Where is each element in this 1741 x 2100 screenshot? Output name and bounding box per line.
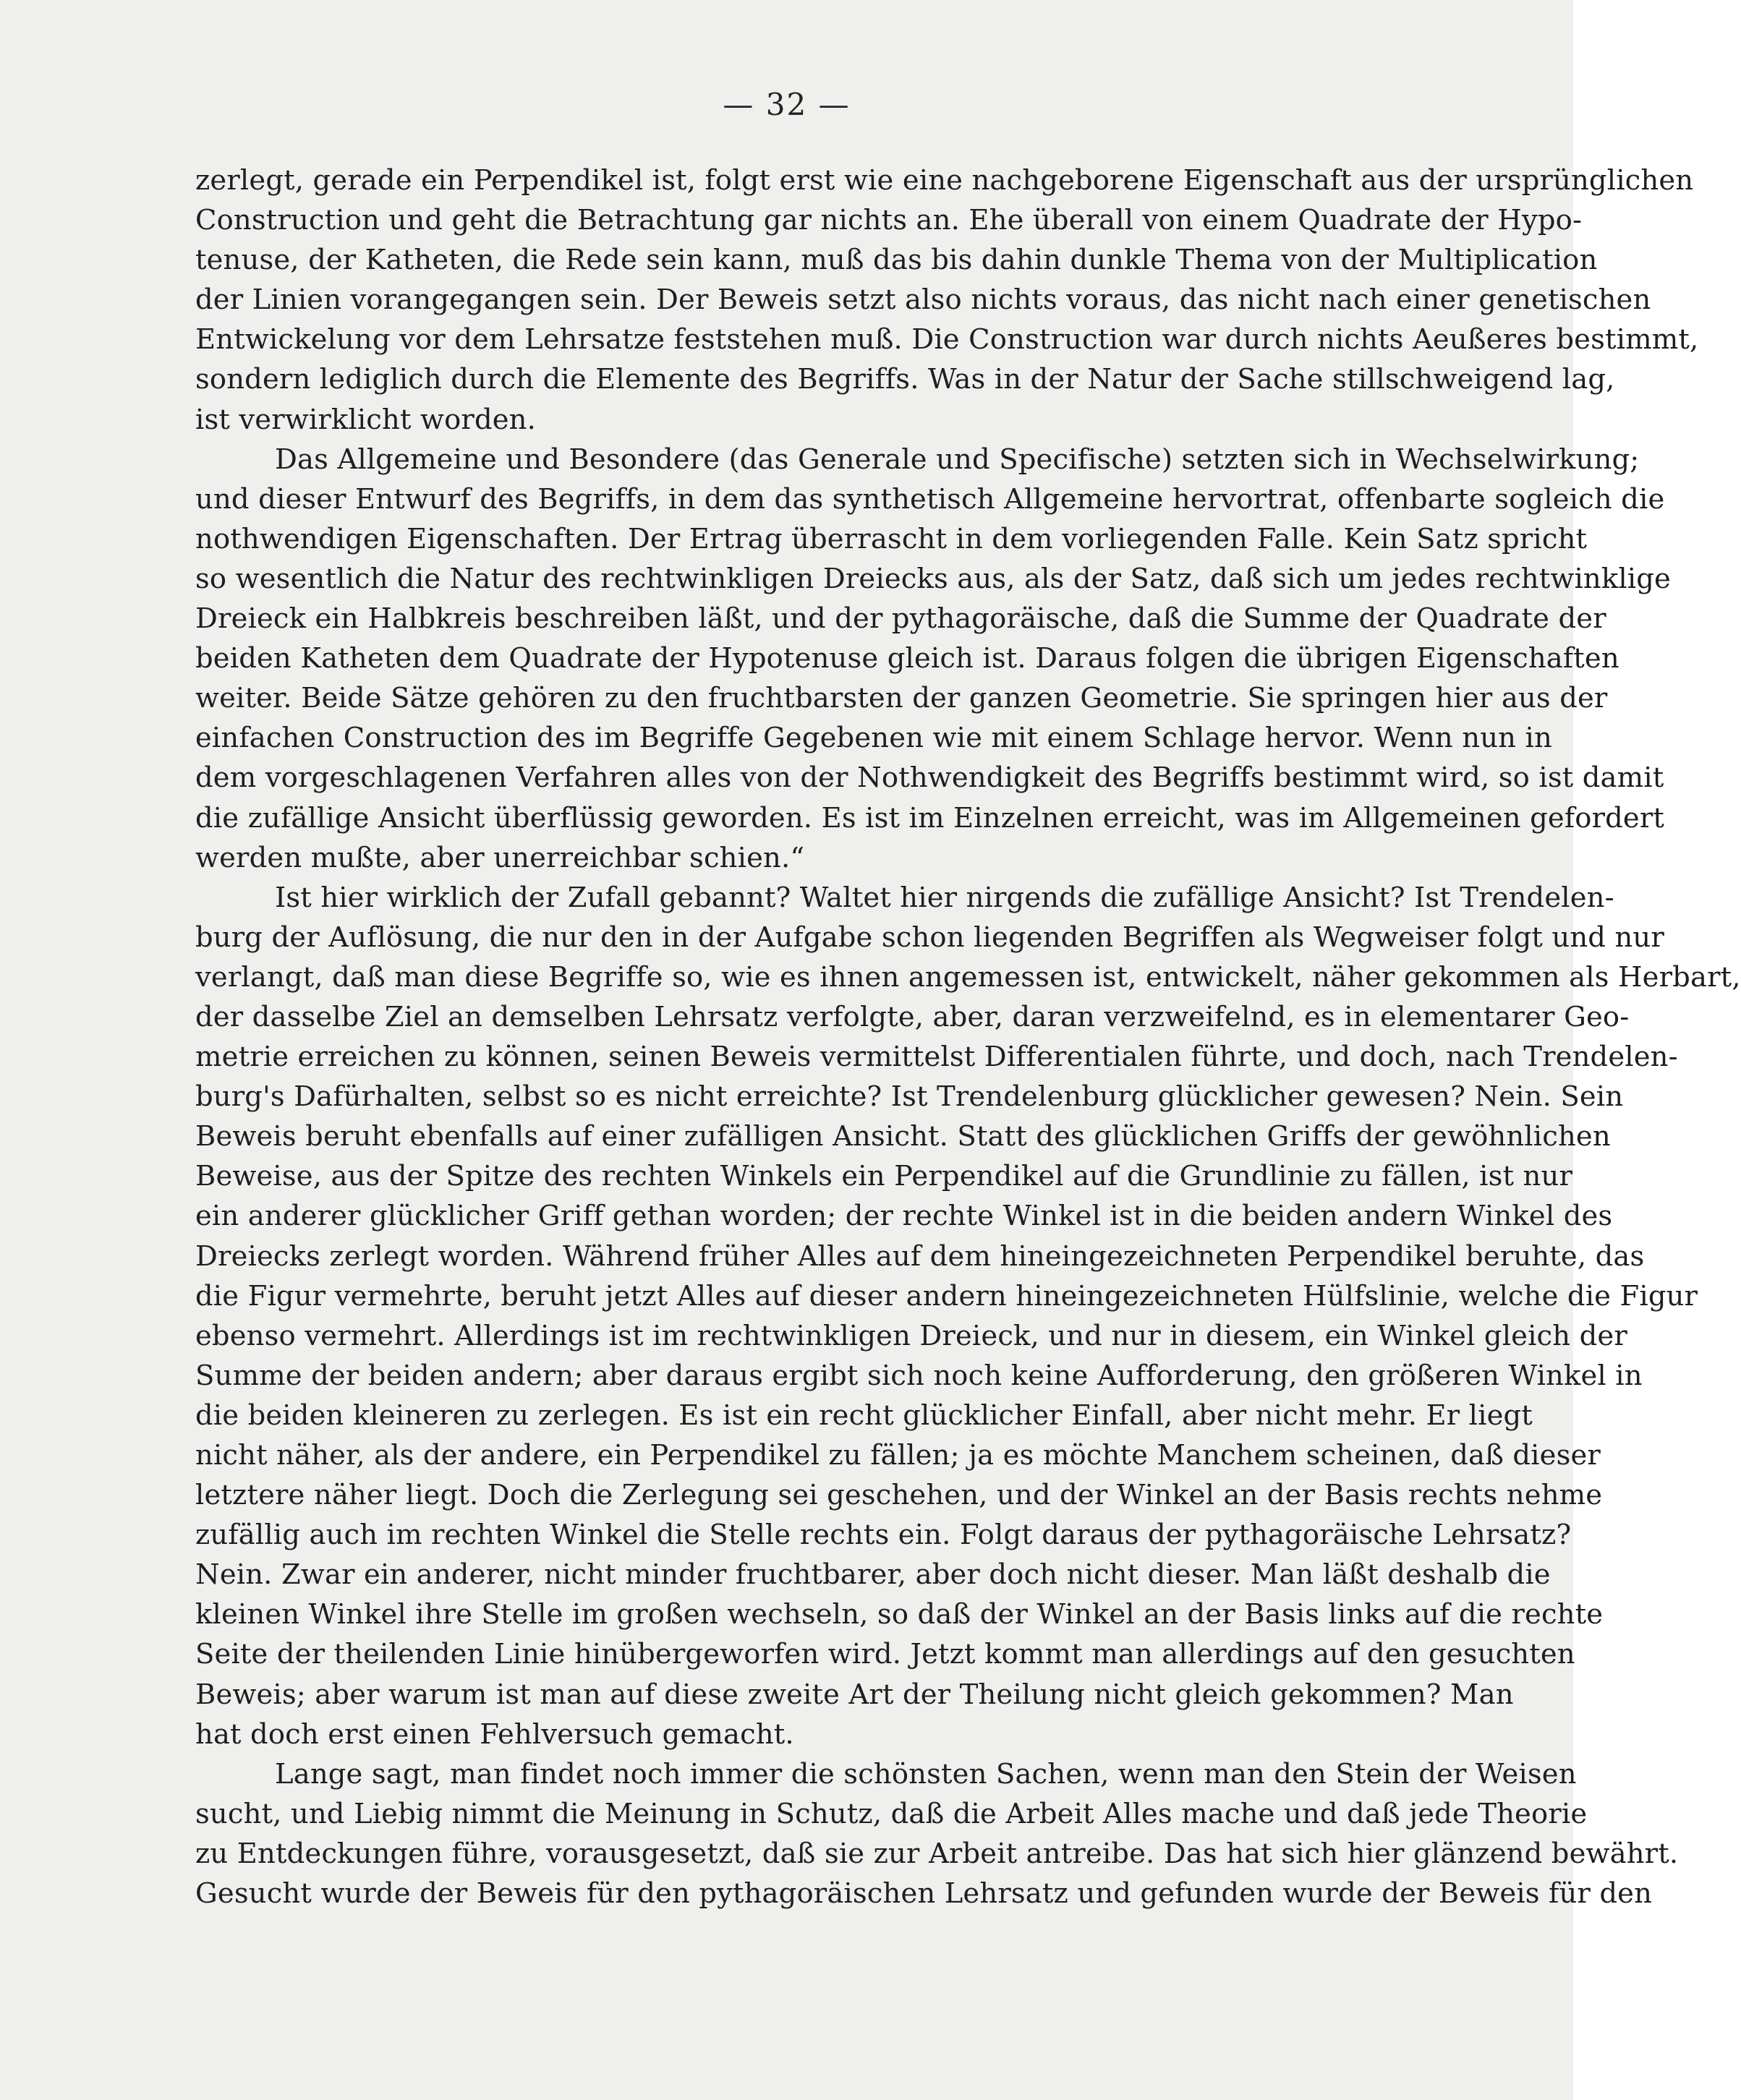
text-line: Lange sagt, man findet noch immer die schönsten Sachen, wenn man den Stein der Weisen	[275, 1757, 1577, 1790]
paragraph	[195, 440, 1671, 878]
text-line: burg der Auflösung, die nur den in der Aufgabe schon liegenden Begriffen als Wegweiser folgt und nur	[195, 921, 1664, 954]
text-line: kleinen Winkel ihre Stelle im großen wechseln, so daß der Winkel an der Basis links auf die rechte	[195, 1598, 1604, 1631]
text-line: burg's Dafürhalten, selbst so es nicht erreichte? Ist Trendelenburg glücklicher gewesen? Nein. Sein	[195, 1080, 1624, 1114]
text-line: ein anderer glücklicher Griff gethan worden; der rechte Winkel ist in die beiden andern Winkel des	[195, 1200, 1613, 1233]
text-line: der dasselbe Ziel an demselben Lehrsatz verfolgte, aber, daran verzweifelnd, es in elementarer Geo-	[195, 1000, 1630, 1033]
text-line: Dreieck ein Halbkreis beschreiben läßt, und der pythagoräische, daß die Summe der Quadrate der	[195, 602, 1606, 636]
text-line: Nein. Zwar ein anderer, nicht minder fruchtbarer, aber doch nicht dieser. Man läßt deshalb die	[195, 1558, 1551, 1592]
text-line: so wesentlich die Natur des rechtwinkligen Dreiecks aus, als der Satz, daß sich um jedes rechtwinklige	[195, 562, 1671, 595]
text-line: Construction und geht die Betrachtung gar nichts an. Ehe überall von einem Quadrate der Hypo-	[195, 204, 1583, 237]
text-line: letztere näher liegt. Doch die Zerlegung sei geschehen, und der Winkel an der Basis rechts nehme	[195, 1479, 1603, 1512]
text-line: werden mußte, aber unerreichbar schien.“	[195, 841, 805, 874]
text-line: verlangt, daß man diese Begriffe so, wie es ihnen angemessen ist, entwickelt, näher gekommen als Herbart,	[195, 960, 1741, 994]
text-line: Das Allgemeine und Besondere (das Generale und Specifische) setzten sich in Wechselwirkung;	[275, 443, 1640, 476]
text-line: sondern lediglich durch die Elemente des Begriffs. Was in der Natur der Sache stillschweigend lag,	[195, 363, 1615, 396]
text-line: dem vorgeschlagenen Verfahren alles von der Nothwendigkeit des Begriffs bestimmt wird, so ist damit	[195, 761, 1664, 795]
text-line: Beweis; aber warum ist man auf diese zweite Art der Theilung nicht gleich gekommen? Man	[195, 1678, 1514, 1711]
text-line: weiter. Beide Sätze gehören zu den fruchtbarsten der ganzen Geometrie. Sie springen hier aus der	[195, 682, 1608, 715]
text-line: ist verwirklicht worden.	[195, 403, 537, 436]
text-line: hat doch erst einen Fehlversuch gemacht.	[195, 1717, 794, 1751]
paragraph	[195, 1754, 1679, 1913]
text-line: Dreiecks zerlegt worden. Während früher Alles auf dem hineingezeichneten Perpendikel beruhte, das	[195, 1239, 1645, 1273]
paragraph	[195, 161, 1699, 440]
text-line: Entwickelung vor dem Lehrsatze feststehen muß. Die Construction war durch nichts Aeußeres bestimmt,	[195, 323, 1699, 357]
text-line: Seite der theilenden Linie hinübergeworfen wird. Jetzt kommt man allerdings auf den gesuchten	[195, 1638, 1575, 1671]
text-line: Gesucht wurde der Beweis für den pythagoräischen Lehrsatz und gefunden wurde der Beweis für den	[195, 1877, 1653, 1911]
text-line: Beweise, aus der Spitze des rechten Winkels ein Perpendikel auf die Grundlinie zu fällen, ist nur	[195, 1160, 1573, 1193]
text-line: die zufällige Ansicht überflüssig geworden. Es ist im Einzelnen erreicht, was im Allgemeinen gefordert	[195, 801, 1665, 835]
text-line: die beiden kleineren zu zerlegen. Es ist ein recht glücklicher Einfall, aber nicht mehr. Er liegt	[195, 1399, 1533, 1432]
text-line: der Linien vorangegangen sein. Der Beweis setzt also nichts voraus, das nicht nach einer genetischen	[195, 283, 1651, 317]
paragraph-container	[195, 161, 1741, 1913]
text-line: zu Entdeckungen führe, vorausgesetzt, daß sie zur Arbeit antreibe. Das hat sich hier glänzend bewährt.	[195, 1837, 1679, 1870]
text-line: nothwendigen Eigenschaften. Der Ertrag überrascht in dem vorliegenden Falle. Kein Satz spricht	[195, 522, 1588, 555]
body-text	[195, 161, 1741, 1913]
paragraph	[195, 878, 1741, 1754]
text-line: Ist hier wirklich der Zufall gebannt? Waltet hier nirgends die zufällige Ansicht? Ist Trendelen-	[275, 881, 1614, 914]
page-number: — 32 —	[723, 87, 851, 122]
text-line: ebenso vermehrt. Allerdings ist im rechtwinkligen Dreieck, und nur in diesem, ein Winkel gleich der	[195, 1319, 1627, 1352]
text-line: tenuse, der Katheten, die Rede sein kann, muß das bis dahin dunkle Thema von der Multiplication	[195, 244, 1598, 277]
text-line: zerlegt, gerade ein Perpendikel ist, folgt erst wie eine nachgeborene Eigenschaft aus der ursprünglichen	[195, 164, 1694, 197]
text-line: sucht, und Liebig nimmt die Meinung in Schutz, daß die Arbeit Alles mache und daß jede Theorie	[195, 1797, 1588, 1830]
text-line: zufällig auch im rechten Winkel die Stelle rechts ein. Folgt daraus der pythagoräische Lehrsatz?	[195, 1519, 1572, 1552]
text-line: die Figur vermehrte, beruht jetzt Alles auf dieser andern hineingezeichneten Hülfslinie, welche die Figur	[195, 1279, 1698, 1312]
text-line: Beweis beruht ebenfalls auf einer zufälligen Ansicht. Statt des glücklichen Griffs der gewöhnlichen	[195, 1120, 1611, 1153]
text-line: Summe der beiden andern; aber daraus ergibt sich noch keine Aufforderung, den größeren Winkel in	[195, 1359, 1643, 1392]
text-line: und dieser Entwurf des Begriffs, in dem das synthetisch Allgemeine hervortrat, offenbarte sogleich die	[195, 482, 1665, 516]
text-line: beiden Katheten dem Quadrate der Hypotenuse gleich ist. Daraus folgen die übrigen Eigenschaften	[195, 642, 1619, 675]
text-line: einfachen Construction des im Begriffe Gegebenen wie mit einem Schlage hervor. Wenn nun in	[195, 722, 1552, 755]
text-line: metrie erreichen zu können, seinen Beweis vermittelst Differentialen führte, und doch, nach Trendelen-	[195, 1041, 1678, 1074]
text-line: nicht näher, als der andere, ein Perpendikel zu fällen; ja es möchte Manchem scheinen, daß dieser	[195, 1439, 1601, 1472]
